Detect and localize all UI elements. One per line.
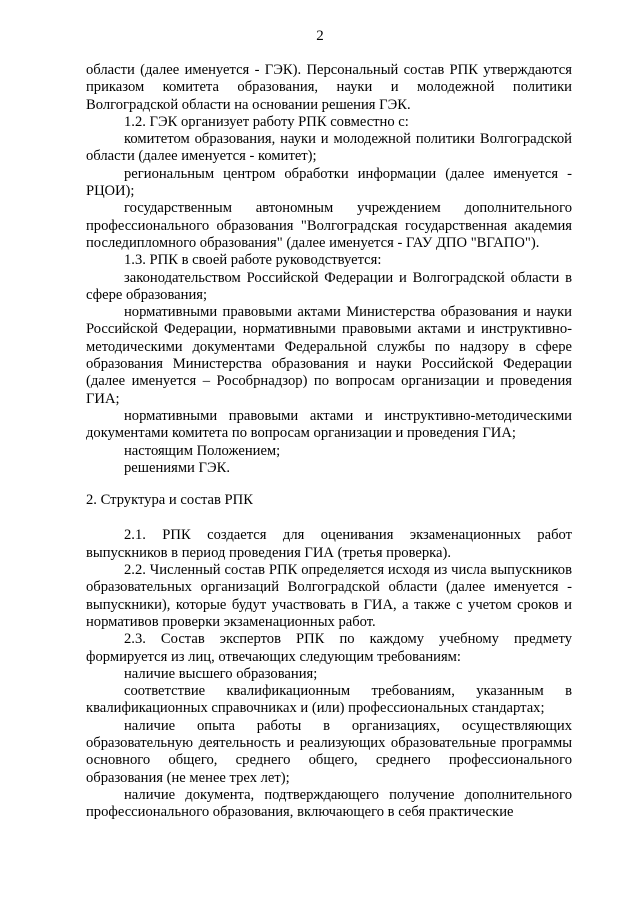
document-body [86,62,572,821]
paragraph: соответствие квалификационным требованиям, указанным в квалификационных справочниках и (или) профессиональных стандартах; [86,683,572,717]
paragraph: 1.2. ГЭК организует работу РПК совместно с: [124,113,409,130]
section-heading: 2. Структура и состав РПК [86,492,253,509]
paragraph: настоящим Положением; [124,442,281,459]
paragraph: 2.2. Численный состав РПК определяется исходя из числа выпускников образовательных организаций Волгоградской области (далее именуется - выпускники), которые будут участвовать в ГИА, а также с учетом сроков и нормативов проверки экзаменационных работ. [86,562,572,630]
paragraph: 2.1. РПК создается для оценивания экзаменационных работ выпускников в период проведения ГИА (третья проверка). [86,527,572,561]
paragraph: комитетом образования, науки и молодежной политики Волгоградской области (далее именуется - комитет); [86,131,572,165]
paragraph: региональным центром обработки информации (далее именуется - РЦОИ); [86,165,572,200]
paragraph: государственным автономным учреждением дополнительного профессионального образования "Волгоградская государственная академия последипломного образования" (далее именуется - ГАУ ДПО "ВГАПО"). [86,200,572,251]
paragraph: нормативными правовыми актами и инструктивно-методическими документами комитета по вопросам организации и проведения ГИА; [86,407,572,442]
page-number: 2 [316,28,324,44]
paragraph: области (далее именуется - ГЭК). Персональный состав РПК утверждаются приказом комитета образования, науки и молодежной политики Волгоградской области на основании решения ГЭК. [86,62,572,113]
paragraph: 1.3. РПК в своей работе руководствуется: [124,252,382,269]
paragraph: нормативными правовыми актами Министерства образования и науки Российской Федерации, нормативными правовыми актами и инструктивно-методическими документами Федеральной службы по надзору в сфере образования Министерства образования и науки Российской Федерации (далее именуется – Рособрнадзор) по вопросам организации и проведения ГИА; [86,304,572,407]
paragraph: наличие документа, подтверждающего получение дополнительного профессионального образования, включающего в себя практические [86,786,572,821]
paragraph: 2.3. Состав экспертов РПК по каждому учебному предмету формируется из лиц, отвечающих следующим требованиям: [86,631,572,665]
paragraph: наличие опыта работы в организациях, осуществляющих образовательную деятельность и реализующих образовательные программы основного общего, среднего общего, среднего профессионального образования (не менее трех лет); [86,717,572,786]
paragraph: законодательством Российской Федерации и Волгоградской области в сфере образования; [86,269,572,303]
paragraph: решениями ГЭК. [124,459,230,476]
paragraph: наличие высшего образования; [124,665,318,682]
